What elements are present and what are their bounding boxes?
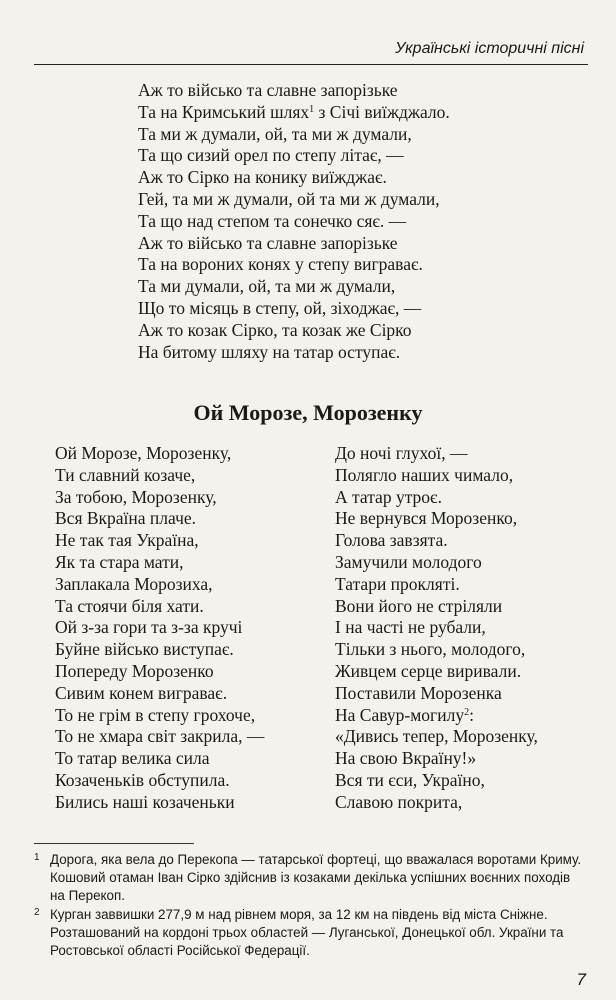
song-title: Ой Морозе, Морозенку [193,400,423,425]
page-number: 7 [576,970,586,989]
footnote-mark: 2 [34,907,40,918]
song-line: Живцем серце виривали. [335,660,522,681]
song-column-left [55,443,264,814]
song-line: Ой з-за гори та з-за кручі [55,617,243,638]
song-line: До ночі глухої, — [335,443,468,463]
header-rule [34,64,588,65]
song-line: Та стоячи біля хати. [55,595,204,616]
footnote-text: Дорога, яка вела до Перекопа — татарської фортеці, що вважалася воротами Криму. Кошовий отаман Іван Сірко здійснив із козаками декілька успішних воєнних походів на Перекоп. [50,852,582,904]
song-line [335,705,538,727]
song-line: Поставили Морозенка [335,682,502,703]
poem-line-tail: з Січі виїжджало. [314,101,450,122]
song-line: Замучили молодого [335,551,482,572]
song-line: Полягло наших чимало, [335,464,514,485]
song-column-right [335,443,538,814]
song-line: Попереду Морозенко [55,660,214,681]
poem-line: На битому шляху на татар оступає. [138,341,401,362]
footnote-ref-1[interactable]: 1 [309,103,315,115]
song-line: Не вернувся Морозенко, [335,508,518,529]
song-line: Вся ти єси, Україно, [335,769,485,790]
poem-line: Та що сизий орел по степу літає, — [138,145,404,166]
footnote-rule [34,843,194,844]
song-line: Вони його не стріляли [335,595,503,616]
poem-line-text: Та на Кримський шлях [138,101,310,122]
footnote-text: Курган заввишки 277,9 м над рівнем моря, за 12 км на південь від міста Сніжне. Розташований на кордоні трьох областей — Луганської, Донецької обл. України та Ростовської області Російської Федерації. [50,907,564,959]
song-line: То татар велика сила [55,748,210,769]
song-line: Славою покрита, [335,791,463,812]
song-line: Ой Морозе, Морозенку, [55,443,232,463]
poem-line: Та на вороних конях у степу виграває. [138,254,423,275]
song-line: Козаченьків обступила. [55,769,230,790]
song-line: То не грім в степу грохоче, [55,704,256,725]
song-line: Татари прокляті. [335,573,460,594]
song-line: «Дивись тепер, Морозенку, [335,726,538,747]
song-line: На свою Вкраїну!» [335,748,477,769]
song-line: Сивим конем виграває. [55,682,228,703]
song-line: Як та стара мати, [55,551,184,572]
song-line: Не так тая Україна, [55,530,199,551]
running-header: Українські історичні пісні [395,40,584,57]
song-line-tail: : [469,704,474,725]
song-line: І на часті не рубали, [335,617,486,638]
song-line: Ти славний козаче, [55,464,196,485]
song-line: За тобою, Морозенку, [55,486,217,507]
footnote-2 [34,906,588,961]
song-line: Тільки з нього, молодого, [335,639,526,660]
poem-line: Аж то військо та славне запорізьке [138,232,398,253]
song-line: Вся Вкраїна плаче. [55,508,197,529]
song-line: Бились наші козаченьки [55,791,235,812]
poem-line: Та ми думали, ой, та ми ж думали, [138,276,396,297]
poem-line: Гей, та ми ж думали, ой та ми ж думали, [138,188,440,209]
song-line: То не хмара світ закрила, — [55,726,265,747]
song-line-text: На Савур-могилу [335,704,465,725]
footnote-1 [34,851,588,906]
song-line: Заплакала Морозиха, [55,573,213,594]
poem-line: Та ми ж думали, ой, та ми ж думали, [138,123,412,144]
song-line: А татар утроє. [335,486,442,507]
song-line: Голова завзята. [335,530,448,551]
song-line: Буйне військо виступає. [55,639,234,660]
footnote-mark: 1 [34,852,40,863]
footnote-ref-2[interactable]: 2 [464,706,470,718]
poem-line: Аж то військо та славне запорізьке [138,80,398,100]
poem-line: Аж то Сірко на конику виїжджає. [138,167,387,188]
poem-line: Та що над степом та сонечко сяє. — [138,210,407,231]
poem-line: Що то місяць в степу, ой, зіходжає, — [138,297,422,318]
poem-line: Аж то козак Сірко, та козак же Сірко [138,319,412,340]
poem-line [138,102,450,124]
poem-top [138,80,450,363]
